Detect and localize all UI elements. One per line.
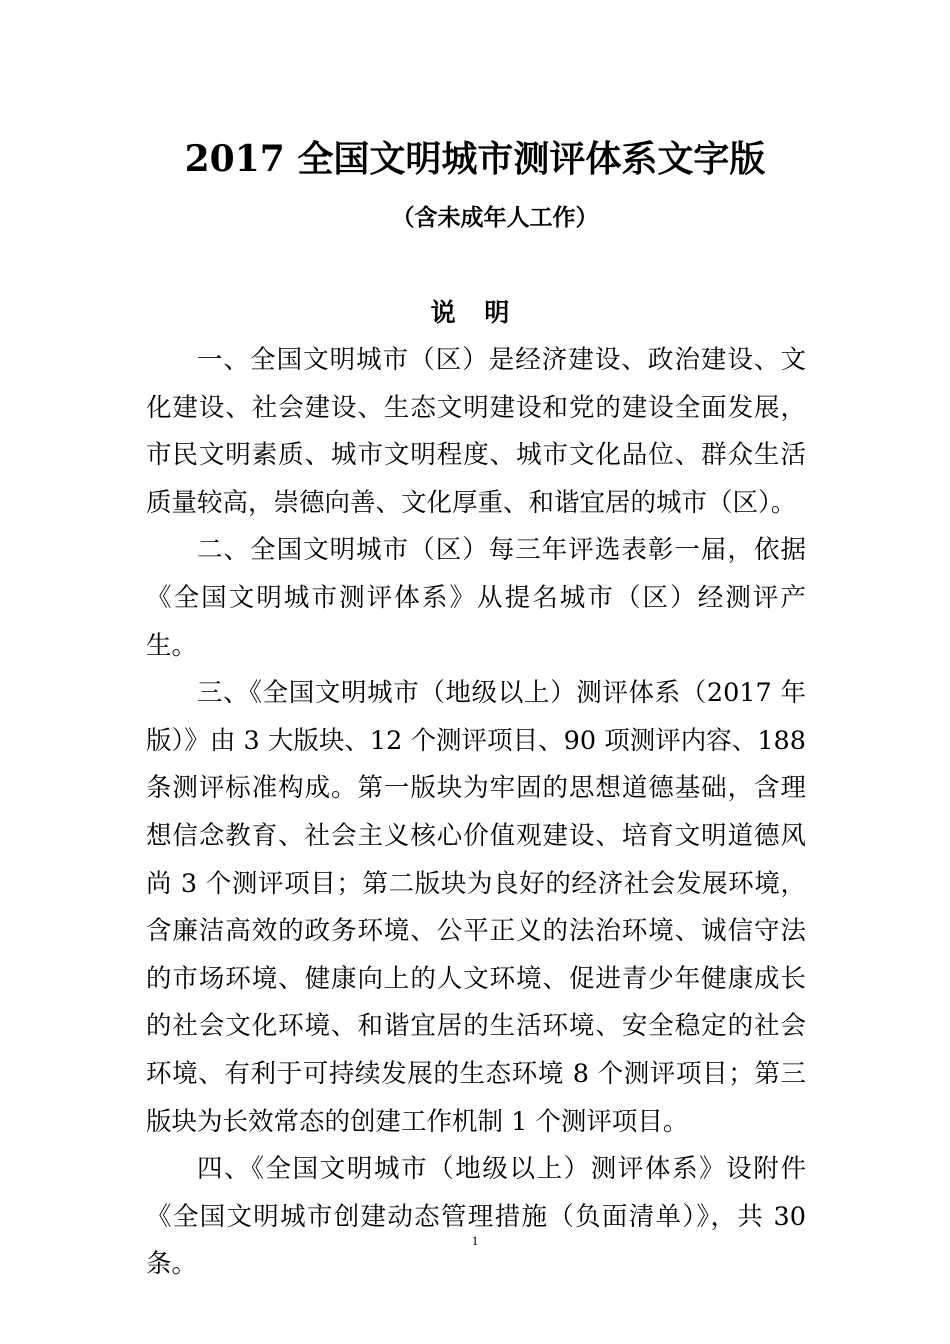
page-number: 1 <box>471 1233 479 1248</box>
section-heading: 说 明 <box>430 298 520 327</box>
paragraph-4: 四、《全国文明城市（地级以上）测评体系》设附件《全国文明城市创建动态管理措施（负面清单）》，共 30 条。 <box>146 1154 806 1280</box>
paragraph-2: 二、全国文明城市（区）每三年评选表彰一届，依据《全国文明城市测评体系》从提名城市（区）经测评产生。 <box>146 535 806 661</box>
document-title: 2017 全国文明城市测评体系文字版 <box>184 138 766 180</box>
paragraph-1: 一、全国文明城市（区）是经济建设、政治建设、文化建设、社会建设、生态文明建设和党的建设全面发展，市民文明素质、城市文明程度、城市文化品位、群众生活质量较高，崇德向善、文化厚重、和谐宜居的城市（区）。 <box>146 345 806 518</box>
document-subtitle: （含未成年人工作） <box>391 205 599 231</box>
document-body <box>146 337 806 1289</box>
paragraph-3: 三、《全国文明城市（地级以上）测评体系（2017 年版）》由 3 大版块、12 个测评项目、90 项测评内容、188 条测评标准构成。第一版块为牢固的思想道德基础，含理想信念教育、社会主义核心价值观建设、培育文明道德风尚 3 个测评项目；第二版块为良好的经济社会发展环境，含廉洁高效的政务环境、公平正义的法治环境、诚信守法的市场环境、健康向上的人文环境、促进青少年健康成长的社会文化环境、和谐宜居的生活环境、安全稳定的社会环境、有利于可持续发展的生态环境 8 个测评项目；第三版块为长效常态的创建工作机制 1 个测评项目。 <box>146 678 806 1137</box>
